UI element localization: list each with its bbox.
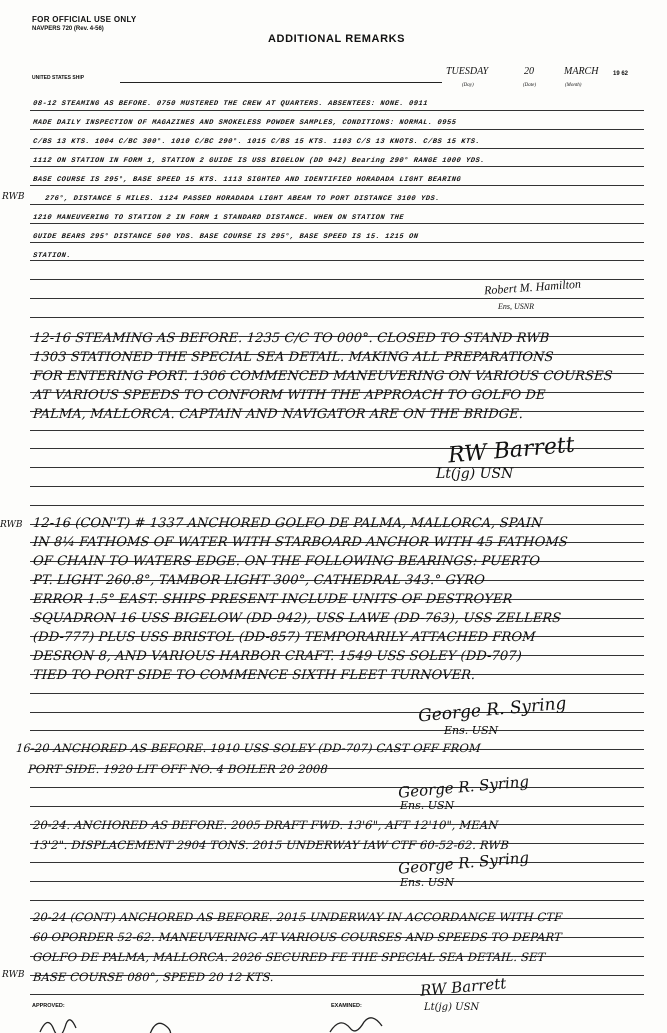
entry-line: DESRON 8, AND VARIOUS HARBOR CRAFT. 1549 USS SOLEY (DD-707) [32, 649, 523, 664]
entry-line: 1210 MANEUVERING TO STATION 2 IN FORM 1 STANDARD DISTANCE. WHEN ON STATION THE [32, 214, 405, 222]
signature-rank: Ens. USN [400, 876, 455, 889]
approval-signature-marks [0, 1010, 667, 1033]
ruled-line [30, 129, 644, 130]
form-number: NAVPERS 720 (Rev. 4-56) [32, 26, 104, 32]
signature: George R. Syring [417, 693, 568, 727]
entry-line: PALMA, MALLORCA. CAPTAIN AND NAVIGATOR ARE ON THE BRIDGE. [32, 407, 524, 422]
ruled-line [30, 223, 644, 224]
signature-rank: Ens, USNR [498, 302, 534, 311]
approved-label: APPROVED: [32, 1003, 65, 1009]
entry-line: BASE COURSE 080°, SPEED 20 12 KTS. [32, 970, 275, 984]
entry-line: STATION. [32, 252, 72, 260]
entry-line: ERROR 1.5° EAST. SHIPS PRESENT INCLUDE UNITS OF DESTROYER [32, 592, 513, 607]
entry-line: MADE DAILY INSPECTION OF MAGAZINES AND SMOKELESS POWDER SAMPLES, CONDITIONS: NORMAL. 0955 [32, 119, 457, 127]
entry-line: C/BS 13 KTS. 1004 C/BC 300°. 1010 C/BC 290°. 1015 C/BS 15 KTS. 1103 C/S 13 KNOTS. C/BS 15 KTS. [32, 138, 481, 146]
ruled-line [30, 204, 644, 205]
entry-line: TIED TO PORT SIDE TO COMMENCE SIXTH FLEET TURNOVER. [32, 668, 476, 683]
month-caption: (Month) [565, 83, 582, 88]
entry-line: 276°, DISTANCE 5 MILES. 1124 PASSED HORADADA LIGHT ABEAM TO PORT DISTANCE 3100 YDS. [44, 195, 441, 203]
page-title: ADDITIONAL REMARKS [268, 33, 406, 45]
signature: Robert M. Hamilton [483, 276, 582, 298]
margin-initials: RWB [2, 192, 25, 202]
entry-line: IN 8¼ FATHOMS OF WATER WITH STARBOARD ANCHOR WITH 45 FATHOMS [32, 535, 569, 550]
signature: George R. Syring [397, 848, 530, 878]
ruled-line [30, 806, 644, 807]
ruled-line [30, 110, 644, 111]
signature: George R. Syring [397, 772, 530, 802]
ruled-line [30, 242, 644, 243]
entry-line: 20-24. ANCHORED AS BEFORE. 2005 DRAFT FWD. 13'6", AFT 12'10", MEAN [32, 818, 499, 832]
entry-line: SQUADRON 16 USS BIGELOW (DD-942), USS LAWE (DD-763), USS ZELLERS [32, 611, 562, 626]
signature-rank: Ens. USN [400, 799, 455, 812]
ship-label: UNITED STATES SHIP [32, 75, 85, 81]
ship-name-line [120, 82, 442, 83]
ruled-line [30, 787, 644, 788]
entry-line: 1112 ON STATION IN FORM 1, STATION 2 GUIDE IS USS BIGELOW (DD 942) Bearing 290° RANGE 1000 YDS. [32, 157, 486, 165]
entry-line: 1303 STATIONED THE SPECIAL SEA DETAIL. MAKING ALL PREPARATIONS [32, 350, 554, 365]
entry-line: PORT SIDE. 1920 LIT OFF NO. 4 BOILER 20 2008 [27, 762, 329, 776]
date-field: 20 [524, 66, 534, 77]
ruled-line [30, 505, 644, 506]
entry-line: 12-16 STEAMING AS BEFORE. 1235 C/C TO 000°. CLOSED TO STAND RWB [32, 331, 550, 346]
ruled-line [30, 486, 644, 487]
official-use-banner: FOR OFFICIAL USE ONLY [32, 15, 137, 24]
ruled-line [30, 298, 644, 299]
entry-line: 13'2". DISPLACEMENT 2904 TONS. 2015 UNDERWAY IAW CTF 60-52-62. RWB [32, 838, 510, 852]
ruled-line [30, 881, 644, 882]
signature-rank: Lt(jg) USN [436, 466, 514, 482]
entry-line: GOLFO DE PALMA, MALLORCA. 2026 SECURED FE THE SPECIAL SEA DETAIL. SET [32, 950, 546, 964]
signature-rank: Lt(jg) USN [424, 1002, 480, 1013]
entry-line: BASE COURSE IS 295°, BASE SPEED 15 KTS. 1113 SIGHTED AND IDENTIFIED HORADADA LIGHT BEARING [32, 176, 462, 184]
signature: RW Barrett [447, 432, 576, 469]
signature: RW Barrett [419, 974, 508, 1000]
date-caption: (Date) [523, 83, 537, 88]
ruled-line [30, 467, 644, 468]
day-caption: (Day) [462, 83, 474, 88]
ruled-line [30, 430, 644, 431]
margin-initials: RWB [0, 520, 23, 530]
entry-line: FOR ENTERING PORT. 1306 COMMENCED MANEUVERING ON VARIOUS COURSES [32, 369, 614, 384]
ruled-line [30, 260, 644, 261]
entry-line: 08-12 STEAMING AS BEFORE. 0750 MUSTERED THE CREW AT QUARTERS. ABSENTEES: NONE. 0911 [32, 100, 429, 108]
entry-line: (DD-777) PLUS USS BRISTOL (DD-857) TEMPORARILY ATTACHED FROM [32, 630, 537, 645]
year-field: 19 62 [613, 71, 629, 77]
ruled-line [30, 148, 644, 149]
ruled-line [30, 862, 644, 863]
day-field: TUESDAY [446, 66, 489, 77]
entry-line: AT VARIOUS SPEEDS TO CONFORM WITH THE APPROACH TO GOLFO DE [32, 388, 546, 403]
ruled-line [30, 994, 644, 995]
margin-initials: RWB [2, 970, 25, 980]
ruled-line [30, 166, 644, 167]
entry-line: OF CHAIN TO WATERS EDGE. ON THE FOLLOWING BEARINGS: PUERTO [32, 554, 541, 569]
ruled-line [30, 317, 644, 318]
entry-line: 16-20 ANCHORED AS BEFORE. 1910 USS SOLEY (DD-707) CAST OFF FROM [15, 741, 482, 755]
entry-line: PT. LIGHT 260.8°, TAMBOR LIGHT 300°, CATHEDRAL 343.° GYRO [32, 573, 486, 588]
entry-line: 20-24 (CONT) ANCHORED AS BEFORE. 2015 UNDERWAY IN ACCORDANCE WITH CTF [32, 910, 563, 924]
entry-line: 60 OPORDER 52-62. MANEUVERING AT VARIOUS COURSES AND SPEEDS TO DEPART [32, 930, 563, 944]
examined-label: EXAMINED: [331, 1003, 362, 1009]
entry-line: GUIDE BEARS 295° DISTANCE 500 YDS. BASE COURSE IS 295°, BASE SPEED IS 15. 1215 ON [32, 233, 419, 241]
ruled-line [30, 900, 644, 901]
entry-line: 12-16 (CON'T) # 1337 ANCHORED GOLFO DE PALMA, MALLORCA, SPAIN [32, 516, 543, 531]
ruled-line [30, 730, 644, 731]
signature-rank: Ens. USN [444, 724, 499, 737]
month-field: MARCH [564, 66, 599, 77]
ruled-line [30, 185, 644, 186]
